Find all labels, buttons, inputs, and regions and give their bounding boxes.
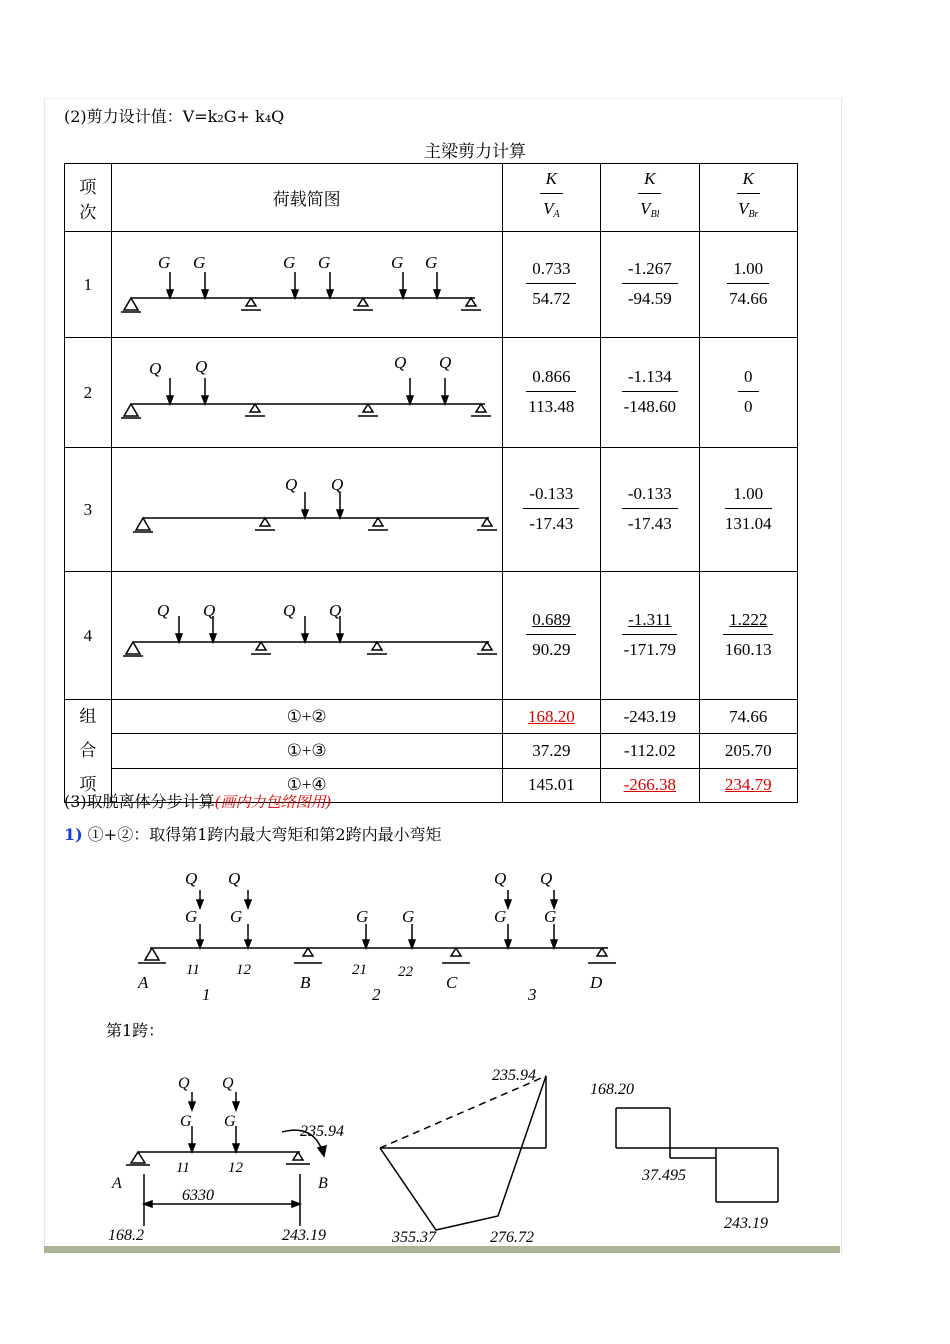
- table-title: 主梁剪力计算: [424, 142, 526, 162]
- v-label: $V_{Bl}$: [640, 199, 660, 220]
- load-diagram-4: [113, 572, 501, 694]
- svg-text:Q: Q: [330, 475, 343, 494]
- combo-value: -243.19: [601, 700, 699, 734]
- svg-text:Q: Q: [284, 475, 297, 494]
- svg-text:A: A: [112, 1175, 122, 1192]
- svg-text:Q: Q: [228, 869, 241, 888]
- cell-va: $\frac{0.689}{90.29}$: [502, 572, 600, 700]
- cell-va: $\frac{-0.133}{-17.43}$: [502, 448, 600, 572]
- combo-value: 37.29: [502, 734, 600, 768]
- header-vbl: [601, 164, 699, 232]
- moment-diagram: [370, 1062, 570, 1244]
- svg-text:Q: Q: [156, 601, 169, 620]
- section-3-heading: (3)取脱离体分步计算(画内力包络图用): [64, 792, 332, 811]
- page-bottom-bar: [44, 1246, 840, 1253]
- v-label: $V_A$: [543, 199, 560, 220]
- span-1-freebody: [100, 1066, 360, 1246]
- svg-text:G: G: [224, 1113, 236, 1130]
- svg-text:Q: Q: [494, 869, 507, 888]
- k-label: K: [638, 165, 661, 194]
- cell-vbl: $\frac{-1.267}{-94.59}$: [601, 232, 699, 338]
- svg-text:37.495: 37.495: [642, 1167, 686, 1184]
- v-label: $V_{Br}$: [738, 199, 759, 220]
- cell-vbl: $\frac{-1.134}{-148.60}$: [601, 338, 699, 448]
- combo-value: -266.38: [601, 768, 699, 802]
- cell-vbr: $\frac{1.00}{131.04}$: [699, 448, 797, 572]
- header-index: [65, 164, 112, 232]
- table-row: [65, 338, 798, 448]
- svg-text:G: G: [180, 1113, 192, 1130]
- cell-vbr: $\frac{1.00}{74.66}$: [699, 232, 797, 338]
- combo-row: [65, 700, 798, 734]
- cell-vbl: $\frac{-1.311}{-171.79}$: [601, 572, 699, 700]
- combo-value: 74.66: [699, 700, 797, 734]
- row-id: 1: [65, 232, 112, 338]
- load-diagram: [111, 448, 502, 572]
- svg-text:G: G: [230, 907, 243, 926]
- svg-text:Q: Q: [202, 601, 215, 620]
- svg-text:243.19: 243.19: [724, 1215, 768, 1232]
- svg-text:22: 22: [398, 964, 413, 980]
- svg-text:G: G: [317, 253, 330, 272]
- cell-vbr: $\frac{1.222}{160.13}$: [699, 572, 797, 700]
- svg-text:12: 12: [228, 1160, 243, 1176]
- svg-text:Q: Q: [148, 359, 161, 378]
- row-id: 4: [65, 572, 112, 700]
- span-1-label: 第1跨：: [106, 1021, 165, 1040]
- svg-text:B: B: [300, 973, 311, 992]
- cell-vbl: $\frac{-0.133}{-17.43}$: [601, 448, 699, 572]
- svg-text:G: G: [544, 907, 557, 926]
- svg-text:168.20: 168.20: [590, 1081, 634, 1098]
- combo-name: ①+②: [111, 700, 502, 734]
- load-diagram: [111, 232, 502, 338]
- row-id: 2: [65, 338, 112, 448]
- svg-text:G: G: [390, 253, 403, 272]
- header-index-top: 项: [79, 177, 97, 197]
- svg-text:G: G: [402, 907, 415, 926]
- svg-text:355.37: 355.37: [392, 1229, 436, 1244]
- svg-text:2: 2: [372, 985, 381, 1004]
- svg-text:Q: Q: [393, 353, 406, 372]
- svg-text:G: G: [424, 253, 437, 272]
- svg-text:G: G: [494, 907, 507, 926]
- combo-row: [65, 734, 798, 768]
- svg-text:Q: Q: [185, 869, 198, 888]
- shear-heading: (2)剪力设计值：V=k₂G+ k₄Q: [64, 107, 285, 126]
- svg-text:Q: Q: [328, 601, 341, 620]
- svg-text:11: 11: [176, 1160, 190, 1176]
- table-row: [65, 232, 798, 338]
- k-label: K: [737, 165, 760, 194]
- svg-text:3: 3: [528, 985, 537, 1004]
- svg-text:Q: Q: [222, 1075, 234, 1092]
- combo-value: 168.20: [502, 700, 600, 734]
- svg-text:A: A: [138, 973, 149, 992]
- svg-text:G: G: [282, 253, 295, 272]
- row-id: 3: [65, 448, 112, 572]
- svg-text:G: G: [157, 253, 170, 272]
- cell-vbr: $\frac{0}{0}$: [699, 338, 797, 448]
- svg-text:B: B: [318, 1175, 328, 1192]
- cell-va: $\frac{0.733}{54.72}$: [502, 232, 600, 338]
- load-diagram-1: [113, 232, 501, 332]
- table-row: [65, 448, 798, 572]
- svg-text:21: 21: [352, 962, 367, 978]
- svg-text:168.2: 168.2: [108, 1227, 144, 1244]
- cell-va: $\frac{0.866}{113.48}$: [502, 338, 600, 448]
- shear-table: [64, 163, 798, 803]
- svg-text:12: 12: [236, 962, 251, 978]
- load-diagram-3: [113, 448, 501, 566]
- combo-value: 234.79: [699, 768, 797, 802]
- svg-text:Q: Q: [438, 353, 451, 372]
- svg-text:276.72: 276.72: [490, 1229, 534, 1244]
- load-diagram: [111, 572, 502, 700]
- combo-label: 组 合 项: [65, 700, 112, 803]
- svg-text:Q: Q: [540, 869, 553, 888]
- combo-name: ①+④: [111, 768, 502, 802]
- svg-text:235.94: 235.94: [300, 1123, 344, 1140]
- load-diagram: [111, 338, 502, 448]
- svg-text:C: C: [446, 973, 458, 992]
- shear-diagram: [586, 1072, 796, 1242]
- continuous-beam-diagram: [130, 860, 630, 1010]
- load-diagram-2: [113, 338, 501, 442]
- k-label: K: [540, 165, 563, 194]
- svg-text:1: 1: [202, 985, 211, 1004]
- svg-text:6330: 6330: [182, 1187, 214, 1204]
- table-row: [65, 572, 798, 700]
- svg-text:G: G: [356, 907, 369, 926]
- svg-text:D: D: [590, 973, 603, 992]
- svg-text:235.94: 235.94: [492, 1067, 536, 1084]
- svg-text:Q: Q: [178, 1075, 190, 1092]
- combo-name: ①+③: [111, 734, 502, 768]
- header-diagram: 荷载简图: [111, 164, 502, 232]
- svg-text:11: 11: [186, 962, 200, 978]
- table-header-row: [65, 164, 798, 232]
- header-va: [502, 164, 600, 232]
- combo-value: -112.02: [601, 734, 699, 768]
- svg-text:Q: Q: [282, 601, 295, 620]
- svg-text:Q: Q: [194, 357, 207, 376]
- combo-value: 145.01: [502, 768, 600, 802]
- header-vbr: [699, 164, 797, 232]
- svg-text:G: G: [192, 253, 205, 272]
- combo-value: 205.70: [699, 734, 797, 768]
- step-1-heading: 1) ①+②：取得第1跨内最大弯矩和第2跨内最小弯矩: [64, 825, 442, 844]
- svg-text:243.19: 243.19: [282, 1227, 326, 1244]
- header-index-bottom: 次: [79, 202, 97, 222]
- svg-text:G: G: [185, 907, 198, 926]
